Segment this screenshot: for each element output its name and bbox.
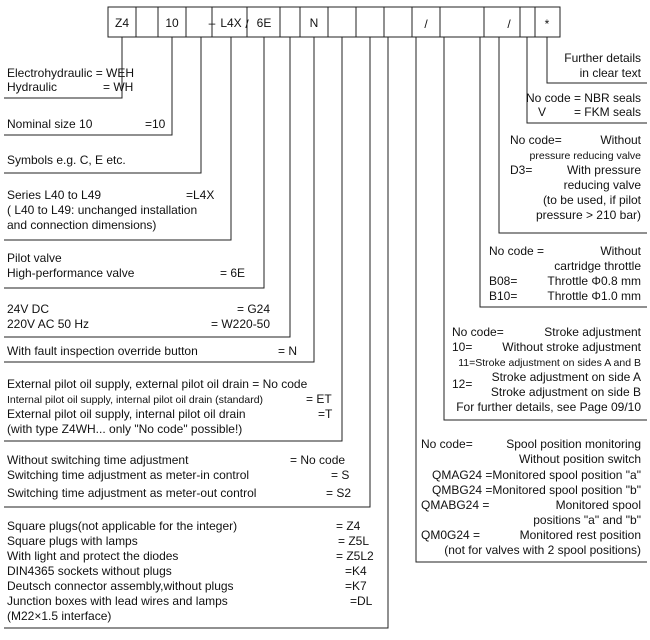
label-th-cartridge: cartridge throttle <box>554 259 641 273</box>
left-group-type <box>7 66 134 94</box>
label-series-note-1: ( L40 to L49: unchanged installation <box>7 203 198 217</box>
value-int-int: = ET <box>306 392 332 406</box>
value-series: =L4X <box>186 188 215 202</box>
value-deutsch: =K7 <box>345 579 367 593</box>
code-cell-10 <box>356 7 384 37</box>
code-slash-3: / <box>507 17 511 31</box>
right-group-stroke <box>452 325 642 414</box>
label-nbr-seals: No code = NBR seals <box>525 91 641 105</box>
label-deutsch: Deutsch connector assembly,without plugs <box>7 579 234 593</box>
label-clear-text: in clear text <box>579 66 641 80</box>
label-pr-nocode: No code= <box>510 133 562 147</box>
label-seals-v: V <box>538 105 547 119</box>
label-meter-in: Switching time adjustment as meter-in control <box>7 468 250 482</box>
label-pr-reducing: reducing valve <box>563 178 641 192</box>
left-group-series <box>7 188 214 232</box>
label-din4365: DIN4365 sockets without plugs <box>7 564 172 578</box>
value-junction-boxes: =DL <box>350 594 373 608</box>
right-group-seals <box>526 91 641 119</box>
label-st-without: Without stroke adjustment <box>502 340 641 354</box>
label-th-without: Without <box>600 244 641 258</box>
label-220v: 220V AC 50 Hz <box>7 317 90 331</box>
code-value-series: L4X <box>220 16 242 30</box>
left-group-pilot-oil <box>7 377 333 436</box>
value-high-performance: = 6E <box>220 266 246 280</box>
label-mon-without: Without position switch <box>518 452 641 466</box>
label-pr-d3: D3= <box>510 163 533 177</box>
label-pr-note-1: (to be used, if pilot <box>542 193 641 207</box>
label-light-diodes: With light and protect the diodes <box>7 549 179 563</box>
label-mon-nocode: No code= <box>421 437 473 451</box>
label-th-b10: B10= <box>489 289 518 303</box>
left-group-pilot <box>7 251 245 280</box>
code-box-row <box>108 7 560 37</box>
label-mon-qmag24: QMAG24 =Monitored spool position "a" <box>432 468 641 482</box>
value-ext-int: =T <box>318 407 333 421</box>
label-nominal-size: Nominal size 10 <box>7 117 93 131</box>
value-square-plugs: = Z4 <box>336 519 361 533</box>
left-group-override <box>7 344 297 358</box>
code-cell-15 <box>520 7 535 37</box>
code-value-z4: Z4 <box>114 16 130 30</box>
label-no-switching: Without switching time adjustment <box>7 453 189 467</box>
value-override: = N <box>278 344 298 358</box>
label-square-plugs: Square plugs(not applicable for the integer) <box>7 519 238 533</box>
label-meter-out: Switching time adjustment as meter-out control <box>7 486 257 500</box>
label-mon-qm0g24: QM0G24 = <box>421 528 481 542</box>
left-group-switching <box>7 453 351 500</box>
label-ext-int: External pilot oil supply, internal pilot oil drain <box>7 407 246 421</box>
value-light-diodes: = Z5L2 <box>336 549 374 563</box>
label-series: Series L40 to L49 <box>7 188 102 202</box>
label-fkm-seals: = FKM seals <box>573 105 641 119</box>
code-dash: – <box>208 16 216 30</box>
label-override: With fault inspection override button <box>7 344 198 358</box>
label-square-plugs-lamps: Square plugs with lamps <box>7 534 138 548</box>
label-mon-monitored: Monitored spool <box>555 498 641 512</box>
code-cell-13 <box>440 7 484 37</box>
label-ext-ext: External pilot oil supply, external pilot oil drain = No code <box>7 377 308 391</box>
label-mon-note: (not for valves with 2 spool positions) <box>444 543 641 557</box>
right-group-details <box>564 51 641 80</box>
label-pr-with: With pressure <box>566 163 641 177</box>
left-group-size <box>7 117 166 131</box>
code-value-override: N <box>309 16 319 30</box>
label-mon-qmbg24: QMBG24 =Monitored spool position "b" <box>432 483 641 497</box>
label-st-10: 10= <box>452 340 473 354</box>
label-st-11: 11=Stroke adjustment on sides A and B <box>458 357 641 369</box>
label-th-nocode: No code = <box>489 244 545 258</box>
label-mon-positions: positions "a" and "b" <box>533 513 641 527</box>
label-symbols: Symbols e.g. C, E etc. <box>7 153 126 167</box>
code-slash-2: / <box>424 17 428 31</box>
label-further-details: Further details <box>564 51 641 65</box>
right-group-pressure-reducing <box>510 133 642 222</box>
left-group-symbols <box>7 153 126 167</box>
value-din4365: =K4 <box>345 564 367 578</box>
label-st-further: For further details, see Page 09/10 <box>456 400 641 414</box>
label-series-note-2: and connection dimensions) <box>7 218 157 232</box>
label-high-performance: High-performance valve <box>7 266 135 280</box>
label-hydraulic: Hydraulic <box>7 80 58 94</box>
label-pilot-valve: Pilot valve <box>7 251 62 265</box>
value-220v: = W220-50 <box>211 317 271 331</box>
label-electrohydraulic: Electrohydraulic = WEH <box>7 66 135 80</box>
code-cell-7 <box>280 7 300 37</box>
label-mon-qmabg24: QMABG24 = <box>421 498 490 512</box>
label-st-12: 12= <box>452 377 473 391</box>
left-group-voltage <box>7 302 270 331</box>
label-th-b08: B08= <box>489 274 518 288</box>
label-pr-note-2: pressure > 210 bar) <box>535 208 641 222</box>
label-st-side-b: Stroke adjustment on side B <box>490 385 641 399</box>
label-st-side-a: Stroke adjustment on side A <box>491 370 641 384</box>
label-24v: 24V DC <box>7 302 50 316</box>
code-value-asterisk: * <box>544 17 550 31</box>
code-cell-11 <box>384 7 412 37</box>
value-th-b08: Throttle Φ0.8 mm <box>547 274 641 288</box>
value-hydraulic: = WH <box>103 80 134 94</box>
label-st-nocode: No code= <box>452 325 504 339</box>
label-z4wh-note: (with type Z4WH... only "No code" possible!) <box>7 422 243 436</box>
value-square-plugs-lamps: = Z5L <box>338 534 370 548</box>
code-value-pilot: 6E <box>256 16 272 30</box>
code-cell-2 <box>136 7 158 37</box>
label-st-stroke: Stroke adjustment <box>544 325 641 339</box>
left-group-connectors <box>7 519 374 623</box>
label-mon-rest: Monitored rest position <box>519 528 641 542</box>
label-junction-boxes: Junction boxes with lead wires and lamps <box>7 594 228 608</box>
value-no-switching: = No code <box>290 453 346 467</box>
right-group-monitoring <box>421 437 641 557</box>
value-meter-out: = S2 <box>326 486 352 500</box>
value-meter-in: = S <box>331 468 350 482</box>
label-m22-interface: (M22×1.5 interface) <box>7 609 112 623</box>
label-pr-without: Without <box>600 133 641 147</box>
code-value-size: 10 <box>165 16 179 30</box>
value-nominal-size: =10 <box>145 117 166 131</box>
code-cell-9 <box>328 7 356 37</box>
value-24v: = G24 <box>237 302 271 316</box>
label-pr-valve: pressure reducing valve <box>529 150 641 162</box>
right-group-throttle <box>489 244 642 303</box>
value-th-b10: Throttle Φ1.0 mm <box>547 289 641 303</box>
code-slash-1: / <box>245 17 249 31</box>
code-cell-14 <box>484 7 520 37</box>
label-int-int: Internal pilot oil supply, internal pilot oil drain (standard) <box>7 394 264 406</box>
label-mon-spool: Spool position monitoring <box>506 437 641 451</box>
